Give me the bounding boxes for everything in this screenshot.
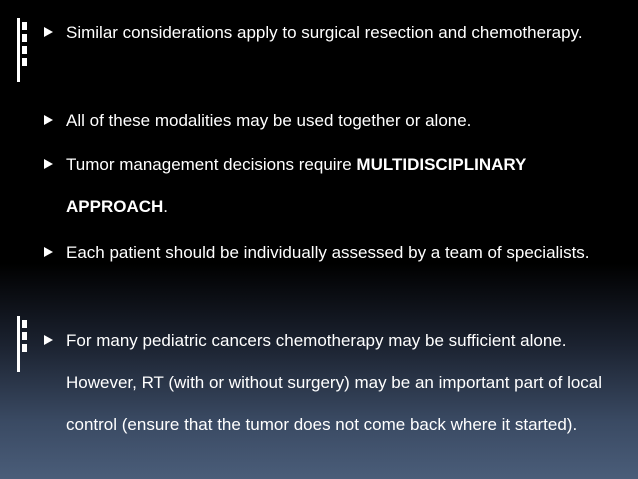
- bullet-text-lead: Tumor management decisions require: [66, 155, 357, 174]
- bullet-item: [44, 12, 624, 54]
- left-decoration-top: [17, 18, 27, 82]
- bullet-item: [44, 232, 624, 274]
- bullet-item: [44, 320, 624, 446]
- bullet-text: Each patient should be individually assessed by a team of specialists.: [66, 243, 590, 262]
- bullet-emphasis: MULTIDISCIPLINARY APPROACH: [66, 155, 527, 216]
- bullet-text: For many pediatric cancers chemotherapy may be sufficient alone. However, RT (with or without surgery) may be an important part of local control (ensure that the tumor does not come back where it started).: [66, 331, 603, 434]
- bullet-text: [44, 144, 624, 228]
- bullet-item: [44, 144, 624, 228]
- bullet-item: [44, 100, 624, 142]
- bullet-text-tail: .: [163, 197, 169, 216]
- bullet-text: Similar considerations apply to surgical resection and chemotherapy.: [66, 23, 583, 42]
- bullet-text: All of these modalities may be used together or alone.: [66, 111, 472, 130]
- left-decoration-bottom: [17, 316, 27, 372]
